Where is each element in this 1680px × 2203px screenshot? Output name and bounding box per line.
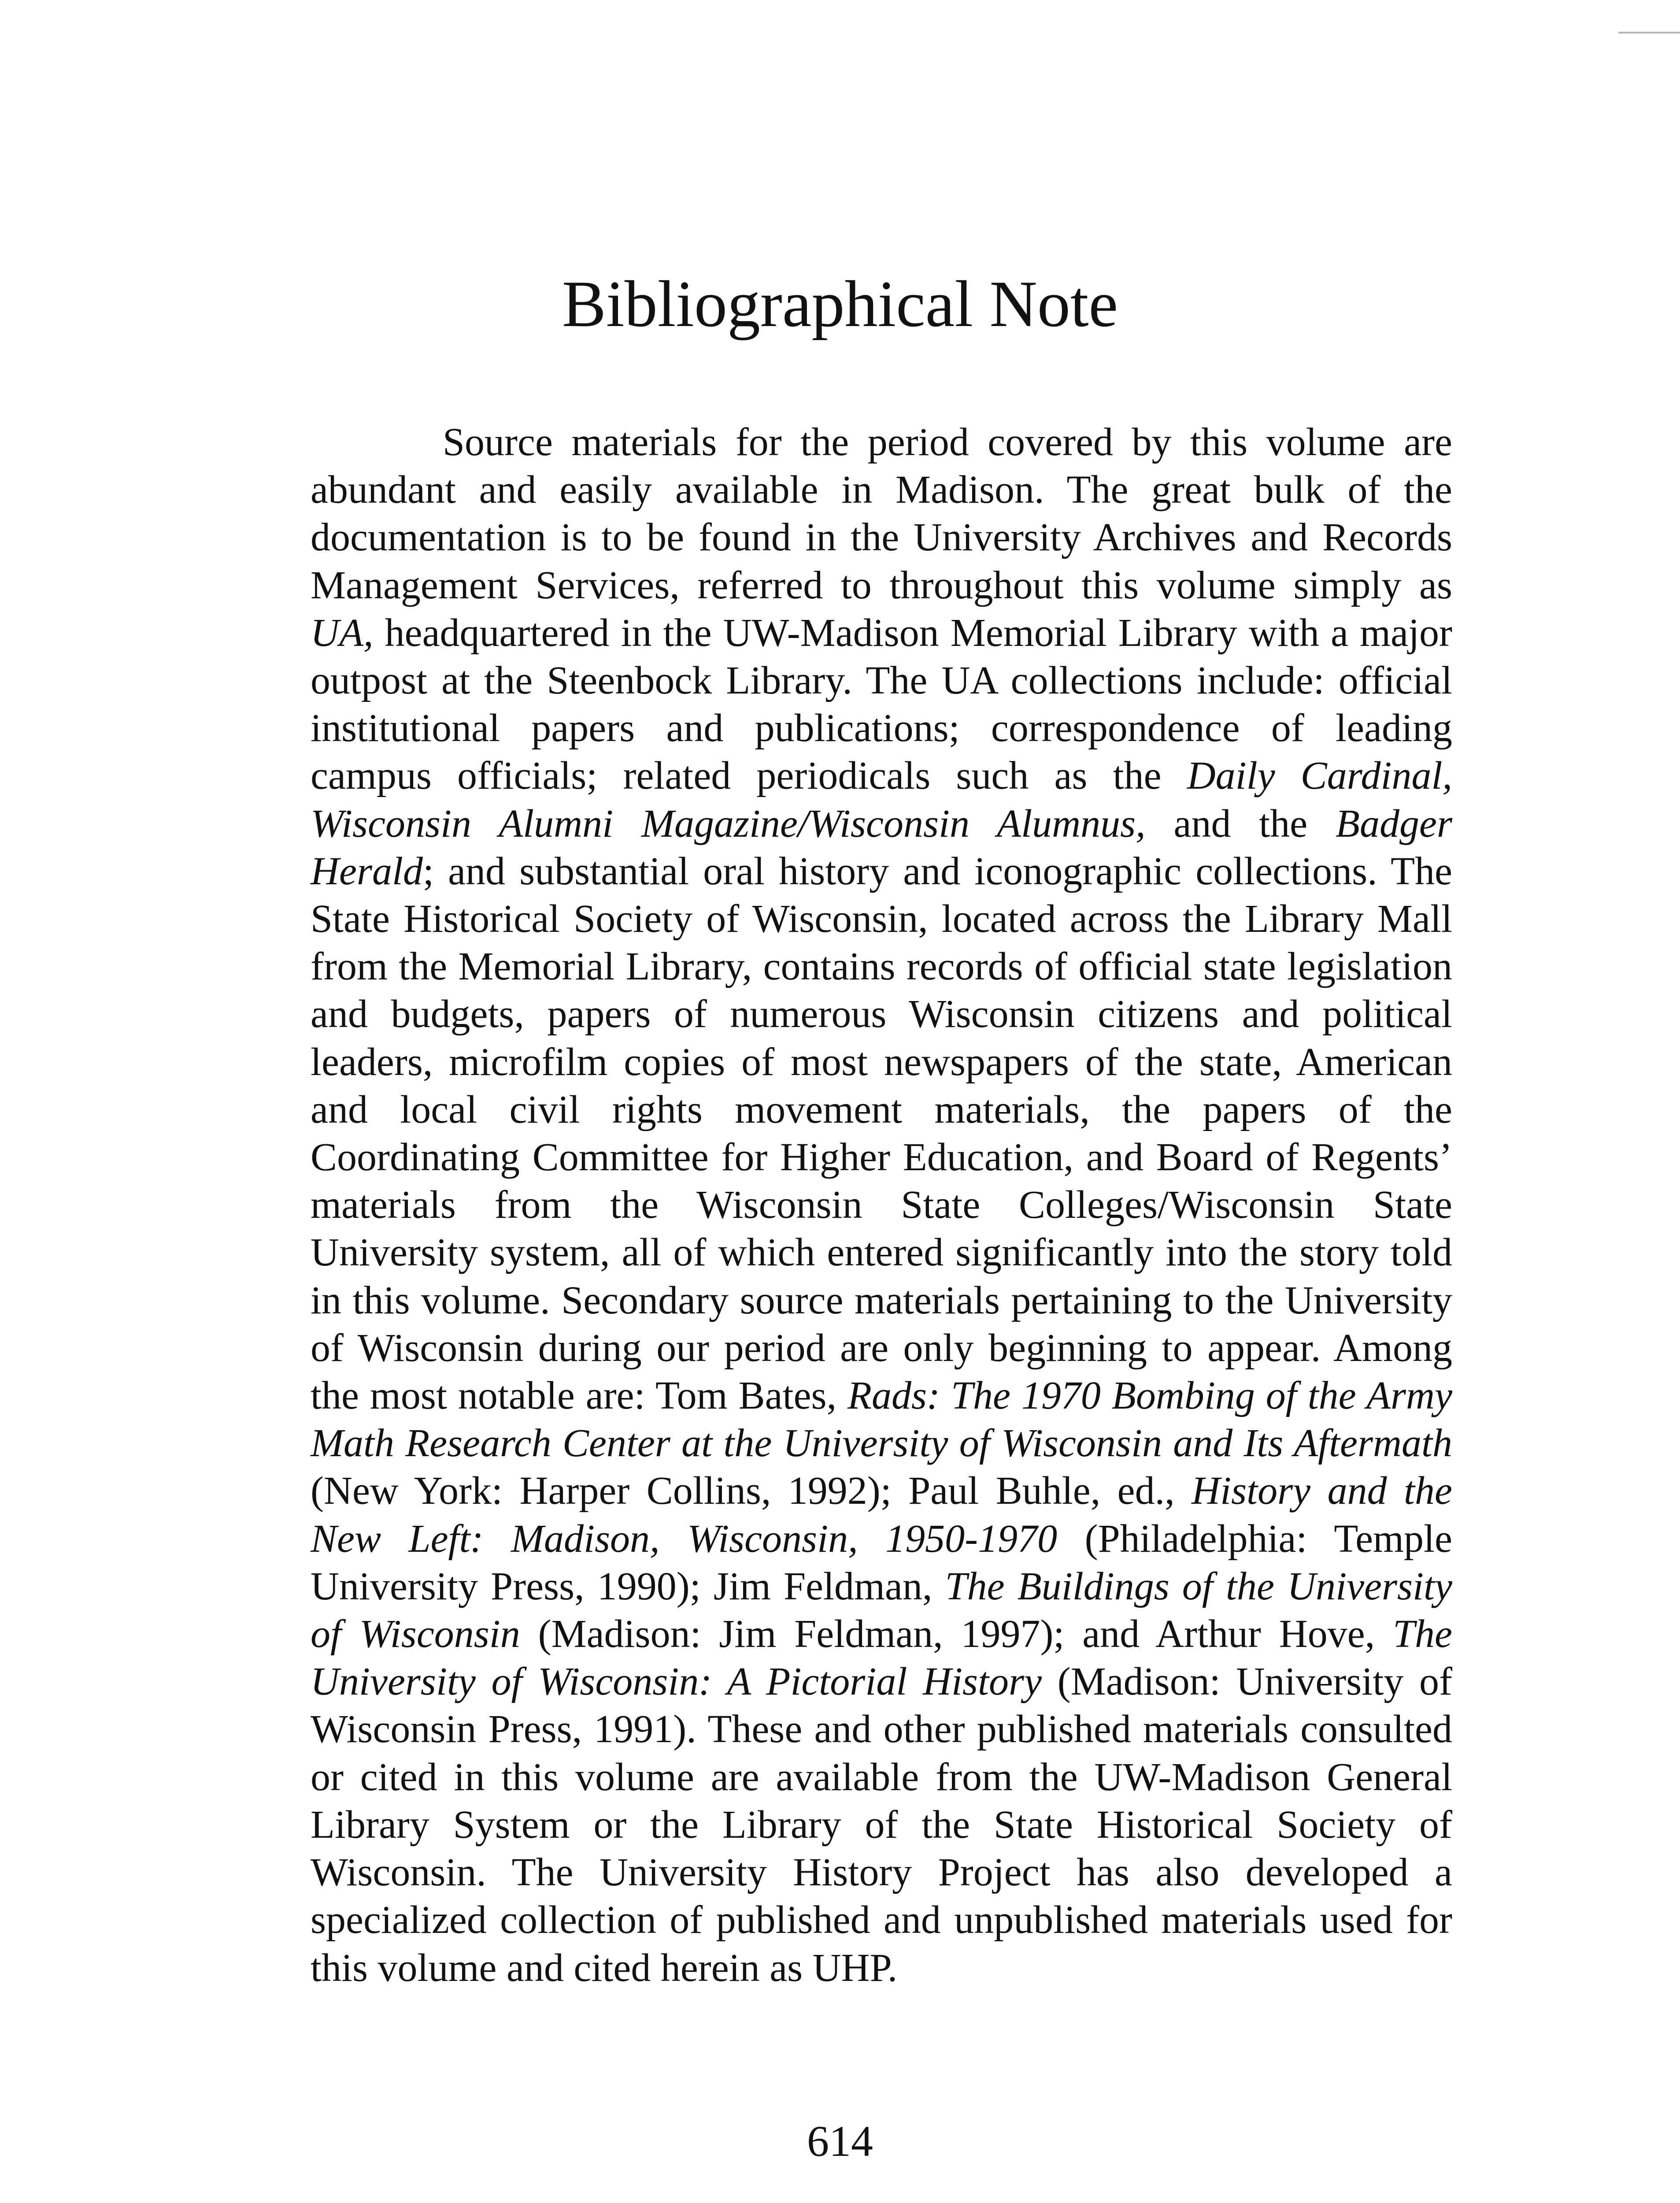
italic-citation: Rads: The 1970 Bombing of the Army Math Research Center at the University of Wisconsin and Its Aftermath bbox=[311, 1374, 1452, 1465]
italic-citation: Badger Herald bbox=[311, 801, 1452, 893]
text-segment: (New York: Harper Collins, 1992); Paul Buhle, ed., bbox=[311, 1469, 1192, 1513]
text-segment: and the bbox=[1145, 801, 1336, 846]
page-title: Bibliographical Note bbox=[562, 267, 1118, 341]
text-segment: (Philadelphia: Temple University Press, 1990); Jim Feldman, bbox=[311, 1517, 1453, 1608]
italic-citation: The University of Wisconsin: A Pictorial History bbox=[311, 1612, 1452, 1704]
scan-edge-mark bbox=[1618, 32, 1680, 33]
page-number: 614 bbox=[807, 2117, 873, 2166]
italic-citation: Daily Cardinal, Wisconsin Alumni Magazine/Wisconsin Alumnus, bbox=[311, 754, 1452, 846]
text-segment: Source materials for the period covered by this volume are abundant and easily available in Madison. The great bulk of the documentation is to be found in the University Archives and Records Management Services, referred to throughout this volume simply as bbox=[311, 420, 1452, 607]
body-paragraph bbox=[311, 419, 1452, 1992]
text-segment: (Madison: University of Wisconsin Press, 1991). These and other published materials consulted or cited in this volume are available from the UW-Madison General Library System or the Library of the State Historical Society of Wisconsin. The University History Project has also developed a specialized collection of published and unpublished materials used for this volume and cited herein as UHP. bbox=[311, 1660, 1452, 1990]
italic-citation: UA, bbox=[311, 611, 374, 655]
text-segment: headquartered in the UW-Madison Memorial Library with a major outpost at the Steenbock Library. The UA collections include: official institutional papers and publications; correspondence of leading campus officials; related periodicals such as the bbox=[311, 611, 1452, 798]
text-segment: ; and substantial oral history and iconographic collections. The State Historical Society of Wisconsin, located across the Library Mall from the Memorial Library, contains records of official state legislation and budgets, papers of numerous Wisconsin citizens and political leaders, microfilm copies of most newspapers of the state, American and local civil rights movement materials, the papers of the Coordinating Committee for Higher Education, and Board of Regents’ materials from the Wisconsin State Colleges/Wisconsin State University system, all of which entered significantly into the story told in this volume. Secondary source materials pertaining to the University of Wisconsin during our period are only beginning to appear. Among the most notable are: Tom Bates, bbox=[311, 849, 1452, 1418]
italic-citation: History and the New Left: Madison, Wisconsin, 1950-1970 bbox=[311, 1469, 1453, 1561]
text-segment: (Madison: Jim Feldman, 1997); and Arthur Hove, bbox=[520, 1612, 1393, 1656]
italic-citation: The Buildings of the University of Wisconsin bbox=[311, 1564, 1453, 1656]
